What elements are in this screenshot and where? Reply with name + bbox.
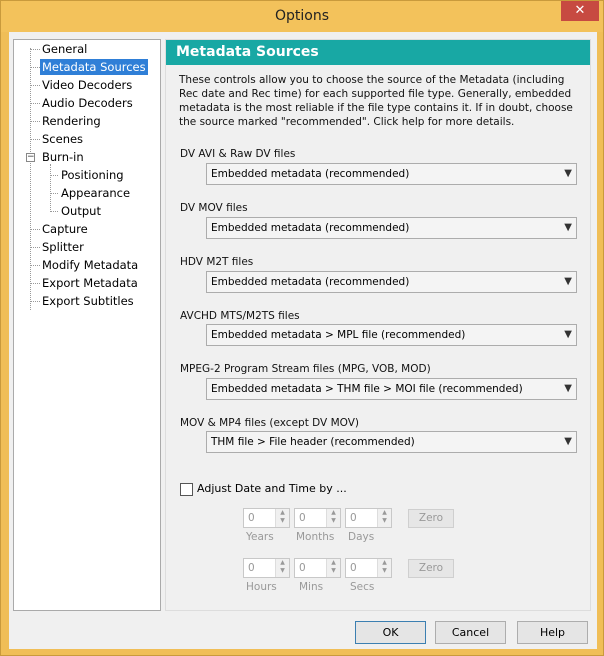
secs-spinner[interactable] xyxy=(345,558,392,578)
dv-avi-select[interactable] xyxy=(206,163,577,185)
options-tree xyxy=(13,39,161,611)
close-icon: ✕ xyxy=(574,3,586,18)
tree-item-export-subtitles[interactable]: Export Subtitles xyxy=(42,294,134,308)
tree-connector xyxy=(30,121,40,122)
cancel-button[interactable]: Cancel xyxy=(435,621,506,644)
hours-value: 0 xyxy=(248,562,255,574)
ok-button[interactable]: OK xyxy=(355,621,426,644)
dv-mov-label: DV MOV files xyxy=(180,202,248,214)
hdv-m2t-label: HDV M2T files xyxy=(180,256,254,268)
tree-item-export-metadata[interactable]: Export Metadata xyxy=(42,276,138,290)
tree-item-output[interactable]: Output xyxy=(61,204,101,218)
tree-connector xyxy=(30,49,40,50)
dv-mov-select[interactable] xyxy=(206,217,577,239)
tree-item-rendering[interactable]: Rendering xyxy=(42,114,101,128)
tree-item-appearance[interactable]: Appearance xyxy=(61,186,131,200)
tree-item-modify-metadata[interactable]: Modify Metadata xyxy=(42,258,139,272)
secs-value: 0 xyxy=(350,562,357,574)
mins-label: Mins xyxy=(299,581,324,593)
hours-spinner[interactable] xyxy=(243,558,290,578)
tree-item-general[interactable]: General xyxy=(42,42,88,56)
tree-item-capture[interactable]: Capture xyxy=(42,222,88,236)
tree-connector xyxy=(30,103,40,104)
avchd-label: AVCHD MTS/M2TS files xyxy=(180,310,300,322)
years-spinner[interactable] xyxy=(243,508,290,528)
avchd-select-value: Embedded metadata > MPL file (recommended) xyxy=(211,329,466,341)
tree-connector xyxy=(50,193,58,194)
avchd-select[interactable] xyxy=(206,324,577,346)
tree-connector xyxy=(30,301,40,302)
spinner-arrows-icon[interactable]: ▲ ▼ xyxy=(326,559,340,577)
tree-item-splitter[interactable]: Splitter xyxy=(42,240,84,254)
chevron-down-icon: ▼ xyxy=(564,329,572,340)
mov-mp4-select[interactable] xyxy=(206,431,577,453)
spinner-arrows-icon[interactable]: ▲ ▼ xyxy=(377,559,391,577)
tree-connector xyxy=(50,175,58,176)
close-button[interactable] xyxy=(561,1,599,21)
years-value: 0 xyxy=(248,512,255,524)
panel-description: These controls allow you to choose the source of the Metadata (including Rec date and Rec time) for each supported file type. Generally, embedded metadata is the most reliable if the file type contains it. If in doubt, choose the source marked "recommended". Click help for more details. xyxy=(179,74,573,128)
days-value: 0 xyxy=(350,512,357,524)
tree-connector xyxy=(50,211,58,212)
spinner-arrows-icon[interactable]: ▲ ▼ xyxy=(326,509,340,527)
spinner-arrows-icon[interactable]: ▲ ▼ xyxy=(275,509,289,527)
chevron-down-icon: ▼ xyxy=(564,222,572,233)
mpeg2-label: MPEG-2 Program Stream files (MPG, VOB, MOD) xyxy=(180,363,431,375)
metadata-sources-panel xyxy=(165,39,591,611)
dialog-client xyxy=(9,32,597,649)
collapse-icon[interactable]: − xyxy=(27,152,35,162)
tree-connector xyxy=(30,67,40,68)
secs-label: Secs xyxy=(350,581,375,593)
mpeg2-select[interactable] xyxy=(206,378,577,400)
mov-mp4-select-value: THM file > File header (recommended) xyxy=(211,436,415,448)
chevron-down-icon: ▼ xyxy=(564,168,572,179)
mov-mp4-label: MOV & MP4 files (except DV MOV) xyxy=(180,417,359,429)
months-label: Months xyxy=(296,531,335,543)
panel-title: Metadata Sources xyxy=(166,40,590,65)
tree-item-metadata-sources[interactable]: Metadata Sources xyxy=(42,60,146,74)
mins-spinner[interactable] xyxy=(294,558,341,578)
spinner-arrows-icon[interactable]: ▲ ▼ xyxy=(275,559,289,577)
tree-item-scenes[interactable]: Scenes xyxy=(42,132,84,146)
chevron-down-icon: ▼ xyxy=(564,383,572,394)
months-value: 0 xyxy=(299,512,306,524)
title-bar xyxy=(1,1,603,32)
help-button[interactable]: Help xyxy=(517,621,588,644)
days-spinner[interactable] xyxy=(345,508,392,528)
hours-label: Hours xyxy=(246,581,277,593)
chevron-down-icon: ▼ xyxy=(564,436,572,447)
zero-time-button[interactable]: Zero xyxy=(408,559,454,578)
spinner-arrows-icon[interactable]: ▲ ▼ xyxy=(377,509,391,527)
window-title: Options xyxy=(274,8,330,24)
mins-value: 0 xyxy=(299,562,306,574)
tree-item-audio-decoders[interactable]: Audio Decoders xyxy=(42,96,133,110)
tree-item-positioning[interactable]: Positioning xyxy=(61,168,124,182)
tree-connector xyxy=(30,265,40,266)
zero-date-button[interactable]: Zero xyxy=(408,509,454,528)
days-label: Days xyxy=(348,531,375,543)
dv-avi-select-value: Embedded metadata (recommended) xyxy=(211,168,410,180)
tree-connector xyxy=(50,164,51,212)
tree-item-video-decoders[interactable]: Video Decoders xyxy=(42,78,133,92)
tree-connector xyxy=(30,48,31,310)
years-label: Years xyxy=(246,531,274,543)
tree-connector xyxy=(30,283,40,284)
chevron-down-icon: ▼ xyxy=(564,276,572,287)
tree-item-burn-in[interactable]: Burn-in xyxy=(42,150,84,164)
hdv-m2t-select-value: Embedded metadata (recommended) xyxy=(211,276,410,288)
dv-mov-select-value: Embedded metadata (recommended) xyxy=(211,222,410,234)
adjust-date-checkbox[interactable] xyxy=(180,483,193,496)
adjust-date-label[interactable]: Adjust Date and Time by ... xyxy=(197,482,347,495)
months-spinner[interactable] xyxy=(294,508,341,528)
tree-connector xyxy=(30,139,40,140)
dv-avi-label: DV AVI & Raw DV files xyxy=(180,148,296,160)
mpeg2-select-value: Embedded metadata > THM file > MOI file (recommended) xyxy=(211,383,523,395)
hdv-m2t-select[interactable] xyxy=(206,271,577,293)
tree-connector xyxy=(30,247,40,248)
tree-connector xyxy=(30,85,40,86)
tree-connector xyxy=(30,229,40,230)
